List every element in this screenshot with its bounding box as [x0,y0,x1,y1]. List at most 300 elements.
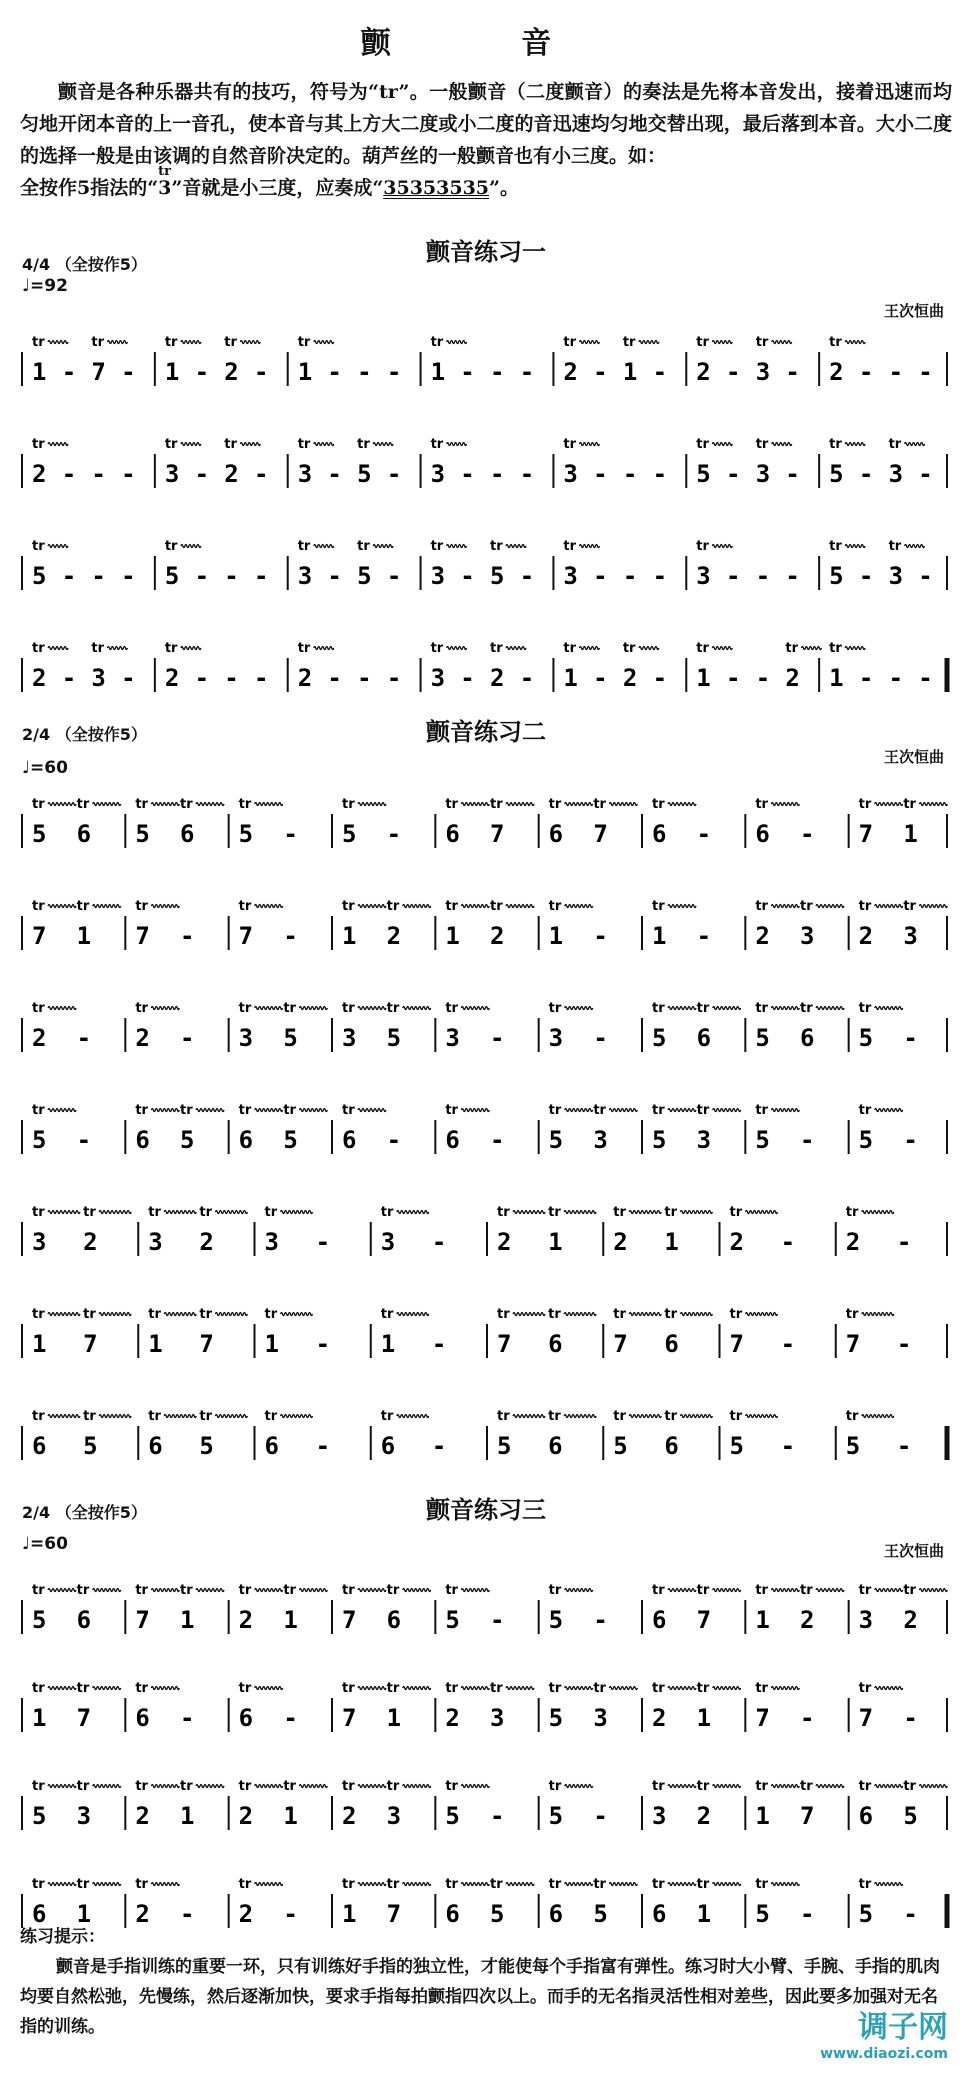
trill-wave [680,1313,712,1316]
dash-hold: - [490,1126,505,1154]
note-digit: 3 [563,460,578,488]
dash-hold: - [121,664,136,692]
trill-wave [875,1007,903,1010]
trill-mark: tr [135,1681,148,1696]
trill-wave [358,905,386,908]
trill-mark: tr [858,899,872,914]
trill-wave [314,341,334,344]
note-digit: 6 [696,1024,712,1052]
trill-mark: tr [32,1583,45,1598]
trill-mark: tr [548,1409,561,1424]
dash-hold: - [519,460,535,488]
note-digit: 5 [858,1024,874,1052]
dash-hold: - [460,460,475,488]
note-digit: 1 [755,1802,770,1830]
trill-mark: tr [858,1001,872,1016]
trill-mark: tr [238,1001,252,1016]
section-1-tempo: ♩=92 [22,276,68,296]
trill-wave [299,1785,327,1788]
trill-wave [629,1415,661,1418]
trill-mark: tr [652,1001,665,1016]
trill-mark: tr [755,1877,768,1892]
trill-wave [816,1785,844,1788]
dash-hold: - [896,1330,912,1358]
trill-mark: tr [224,437,237,452]
trill-wave [801,647,821,650]
note-digit: 5 [445,1802,460,1830]
dash-hold: - [490,1802,505,1830]
trill-wave [358,1883,386,1886]
trill-wave [48,545,68,548]
trill-wave [403,1589,431,1592]
trill-mark: tr [696,539,709,554]
trill-mark: tr [652,899,665,914]
trill-mark: tr [696,335,709,350]
trill-mark: tr [76,797,90,812]
trill-mark: tr [445,1779,458,1794]
note-digit: 2 [845,1228,861,1256]
note-digit: 7 [696,1606,712,1634]
trill-wave [196,1785,224,1788]
trill-wave [358,1007,386,1010]
trill-wave [93,905,121,908]
note-digit: 6 [264,1432,279,1460]
note-digit: 5 [490,562,505,590]
dash-hold: - [622,460,638,488]
note-digit: 7 [342,1606,357,1634]
dash-hold: - [519,562,535,590]
section-3-fingering: （全按作5） [55,1503,147,1522]
trill-mark: tr [32,335,45,350]
trill-wave [255,1589,283,1592]
dash-hold: - [315,1228,331,1256]
trill-mark: tr [224,335,237,350]
note-digit: 3 [430,664,446,692]
trill-mark: tr [613,1205,626,1220]
trill-mark: tr [342,1681,355,1696]
trill-mark: tr [357,437,370,452]
trill-wave [255,1785,283,1788]
trill-mark: tr [593,1681,606,1696]
note-digit: 1 [32,1704,47,1732]
note-digit: 3 [264,1228,279,1256]
trill-mark: tr [238,899,252,914]
note-digit: 5 [497,1432,512,1460]
trill-wave [281,1415,313,1418]
note-digit: 3 [548,1024,564,1052]
note-digit: 5 [829,460,844,488]
trill-mark: tr [283,1103,296,1118]
dash-hold: - [386,664,402,692]
trill-mark: tr [696,641,709,656]
trill-wave [875,803,903,806]
trill-mark: tr [903,797,916,812]
trill-mark: tr [297,437,311,452]
note-digit: 5 [283,1126,298,1154]
trill-wave [403,905,431,908]
trill-mark: tr [548,1307,561,1322]
dash-hold: - [918,460,933,488]
trill-wave [107,647,127,650]
trill-mark: tr [613,1409,626,1424]
trill-wave [565,905,593,908]
note-digit: 2 [224,358,239,386]
note-digit: 7 [238,922,254,950]
trill-wave [771,1109,799,1112]
trill-mark: tr [755,1001,768,1016]
trill-mark: tr [729,1205,743,1220]
trill-mark: tr [32,641,45,656]
dash-hold: - [780,1330,796,1358]
note-digit: 2 [652,1704,667,1732]
dash-hold: - [283,1704,298,1732]
note-digit: 5 [593,1900,608,1928]
trill-mark: tr [858,1103,872,1118]
trill-wave [181,341,201,344]
note-digit: 3 [32,1228,47,1256]
trill-wave [668,1109,696,1112]
trill-wave [314,443,334,446]
note-digit: 1 [696,664,711,692]
note-digit: 5 [342,820,357,848]
section-2-tempo: ♩=60 [22,758,68,778]
note-digit: 2 [199,1228,214,1256]
note-digit: 1 [696,1704,712,1732]
note-digit: 3 [238,1024,254,1052]
trill-mark: tr [593,1877,606,1892]
dash-hold: - [315,1432,331,1460]
note-digit: 1 [664,1228,679,1256]
note-digit: 1 [380,1330,396,1358]
trill-mark: tr [297,641,311,656]
dash-hold: - [490,1024,505,1052]
dash-hold: - [254,562,269,590]
trill-mark: tr [135,1001,148,1016]
note-digit: 2 [342,1802,357,1830]
trill-mark: tr [76,1779,90,1794]
trill-wave [255,1883,283,1886]
section-3-notation [20,1566,950,1958]
trill-mark: tr [548,797,562,812]
dash-hold: - [903,1900,918,1928]
trill-wave [579,647,599,650]
note-digit: 5 [729,1432,744,1460]
note-digit: 7 [386,1900,402,1928]
intro-trill-note [158,164,172,204]
trill-mark: tr [800,899,813,914]
trill-wave [196,1109,224,1112]
trill-wave [513,1313,545,1316]
trill-mark: tr [696,1103,710,1118]
trill-wave [181,647,201,650]
note-digit: 6 [342,1126,357,1154]
trill-wave [668,905,696,908]
note-digit: 3 [490,1704,505,1732]
trill-mark: tr [490,539,503,554]
trill-wave [358,1687,386,1690]
trill-wave [151,1589,179,1592]
trill-wave [905,545,925,548]
dash-hold: - [327,562,342,590]
trill-mark: tr [342,1583,355,1598]
trill-mark: tr [430,539,444,554]
note-digit: 3 [858,1606,874,1634]
trill-mark: tr [264,1307,278,1322]
dash-hold: - [490,1606,505,1634]
note-digit: 5 [199,1432,214,1460]
note-digit: 2 [490,922,505,950]
dash-hold: - [755,562,771,590]
note-digit: 6 [445,820,460,848]
trill-mark: tr [76,1877,90,1892]
trill-wave [875,1109,903,1112]
trill-wave [48,1007,76,1010]
note-digit: 2 [445,1704,460,1732]
trill-wave [48,1415,80,1418]
note-digit: 3 [593,1126,608,1154]
trill-wave [579,443,599,446]
dash-hold: - [652,562,668,590]
trill-wave [845,647,865,650]
trill-wave [99,1211,131,1214]
dash-hold: - [726,664,741,692]
note-digit: 5 [164,562,180,590]
dash-hold: - [460,358,475,386]
note-digit: 1 [342,922,357,950]
dash-hold: - [593,358,608,386]
trill-mark: tr [755,1583,768,1598]
trill-mark: tr [32,1205,45,1220]
trill-wave [461,1785,489,1788]
note-digit: 5 [445,1606,460,1634]
note-digit: 5 [903,1802,918,1830]
trill-wave [506,803,534,806]
trill-mark: tr [32,1409,45,1424]
trill-mark: tr [755,1779,768,1794]
note-digit: 6 [380,1432,396,1460]
note-digit: 6 [800,1024,815,1052]
section-1-composer: 王次恒曲 [883,302,944,320]
tips-heading: 练习提示： [20,1927,105,1947]
trill-wave [255,1687,283,1690]
trill-wave [875,1687,903,1690]
dash-hold: - [121,358,136,386]
trill-wave [712,647,732,650]
trill-mark: tr [664,1307,678,1322]
note-digit: 2 [696,358,711,386]
trill-mark: tr [135,1583,148,1598]
trill-mark: tr [548,1877,562,1892]
trill-mark: tr [755,1103,768,1118]
trill-wave [746,1415,778,1418]
trill-wave [255,803,283,806]
dash-hold: - [593,1606,608,1634]
note-digit: 2 [497,1228,512,1256]
trill-wave [713,1109,741,1112]
trill-wave [373,443,393,446]
trill-wave [164,1211,196,1214]
note-digit: 5 [652,1024,667,1052]
trill-mark: tr [652,1779,665,1794]
trill-wave [609,803,637,806]
note-digit: 3 [696,1126,712,1154]
trill-wave [299,1589,327,1592]
dash-hold: - [858,562,874,590]
trill-mark: tr [755,437,769,452]
trill-mark: tr [238,797,252,812]
note-digit: 6 [238,1126,254,1154]
trill-mark: tr [497,1205,510,1220]
trill-wave [181,545,201,548]
trill-mark: tr [829,539,842,554]
trill-mark: tr [32,1779,45,1794]
trill-wave [447,443,467,446]
trill-wave [107,341,127,344]
trill-mark: tr [696,1001,710,1016]
trill-mark: tr [800,1583,813,1598]
dash-hold: - [91,460,106,488]
note-digit: 6 [548,820,564,848]
trill-wave [609,1883,637,1886]
trill-mark: tr [622,641,636,656]
section-3-tempo: ♩=60 [22,1534,68,1554]
dash-hold: - [519,358,535,386]
trill-mark: tr [548,1001,562,1016]
section-1-title: 颤音练习一 [426,238,546,266]
note-digit: 1 [76,1900,92,1928]
trill-mark: tr [238,1779,252,1794]
trill-mark: tr [430,437,444,452]
trill-wave [713,1785,741,1788]
trill-wave [629,1313,661,1316]
trill-wave [668,1589,696,1592]
trill-mark: tr [386,1877,400,1892]
trill-wave [816,905,844,908]
dash-hold: - [593,460,608,488]
trill-mark: tr [652,1877,665,1892]
trill-mark: tr [829,437,842,452]
trill-mark: tr [342,1103,355,1118]
note-digit: 6 [548,1900,564,1928]
note-digit: 3 [76,1802,92,1830]
note-digit: 5 [238,820,254,848]
trill-wave [668,1883,696,1886]
dash-hold: - [755,664,771,692]
trill-mark: tr [858,797,872,812]
note-digit: 6 [135,1126,150,1154]
note-digit: 3 [800,922,815,950]
trill-wave [48,1687,76,1690]
trill-wave [314,545,334,548]
note-digit: 2 [785,664,800,692]
dash-hold: - [652,460,668,488]
note-digit: 6 [548,1432,563,1460]
practice-tips [20,1922,952,2042]
dash-hold: - [888,358,904,386]
note-digit: 5 [490,1900,505,1928]
trill-mark: tr [180,797,193,812]
note-digit: 5 [755,1024,770,1052]
note-digit: 6 [135,1704,150,1732]
section-1-meter-value: 4/4 [22,255,51,274]
watermark-logo: 调子网 [858,2010,948,2045]
note-digit: 1 [563,664,578,692]
trill-wave [99,1313,131,1316]
dash-hold: - [61,358,77,386]
trill-mark: tr [238,1103,252,1118]
dash-hold: - [327,460,342,488]
trill-wave [314,647,334,650]
note-digit: 7 [858,820,874,848]
note-digit: 3 [91,664,106,692]
note-digit: 2 [563,358,578,386]
trill-wave [181,443,201,446]
note-digit: 1 [297,358,313,386]
note-digit: 7 [490,820,505,848]
trill-wave [403,1883,431,1886]
trill-mark: tr [430,641,444,656]
note-digit: 7 [83,1330,98,1358]
note-digit: 7 [858,1704,874,1732]
section-2-composer: 王次恒曲 [883,748,944,766]
note-digit: 3 [386,1802,402,1830]
note-digit: 5 [755,1900,770,1928]
note-digit: 5 [32,820,47,848]
dash-hold: - [431,1330,447,1358]
trill-wave [506,545,526,548]
trill-mark: tr [800,1001,813,1016]
trill-wave [639,647,659,650]
trill-mark: tr [357,539,370,554]
trill-mark: tr [548,1779,562,1794]
note-digit: 3 [297,460,313,488]
trill-wave [403,1785,431,1788]
trill-mark: tr [342,1779,355,1794]
dash-hold: - [224,562,239,590]
note-digit: 1 [76,922,92,950]
trill-wave [816,1007,844,1010]
note-digit: 7 [613,1330,628,1358]
section-1-notation [20,318,950,726]
dash-hold: - [726,562,741,590]
dash-hold: - [903,1704,918,1732]
trill-mark: tr [829,641,842,656]
dash-hold: - [888,664,904,692]
trill-wave [215,1211,247,1214]
note-digit: 3 [430,460,446,488]
trill-wave [358,1785,386,1788]
trill-mark: tr [858,1681,872,1696]
tips-body: 颤音是手指训练的重要一环，只有训练好手指的独立性，才能使每个手指富有弹性。练习时大小臂、手腕、手指的肌肉均要自然松弛，先慢练，然后逐渐加快，要求手指每拍颤指四次以上。而手的无名指灵活性相对差些，因此要多加强对无名指的训练。 [20,1957,940,2037]
trill-wave [713,1589,741,1592]
note-digit: 7 [32,922,47,950]
section-2-staff [20,780,950,1494]
trill-mark: tr [445,1583,458,1598]
dash-hold: - [180,1704,195,1732]
intro-line-2 [20,164,952,204]
trill-mark: tr [148,1205,161,1220]
trill-mark: tr [135,1877,148,1892]
note-digit: 3 [755,460,771,488]
note-digit: 3 [563,562,578,590]
trill-wave [215,1313,247,1316]
section-3-staff [20,1566,950,1958]
note-digit: 5 [548,1802,564,1830]
intro-line-2-b: ”音就是小三度，应奏成“ [171,177,384,199]
trill-mark: tr [755,335,769,350]
note-digit: 3 [297,562,313,590]
trill-wave [513,1211,545,1214]
